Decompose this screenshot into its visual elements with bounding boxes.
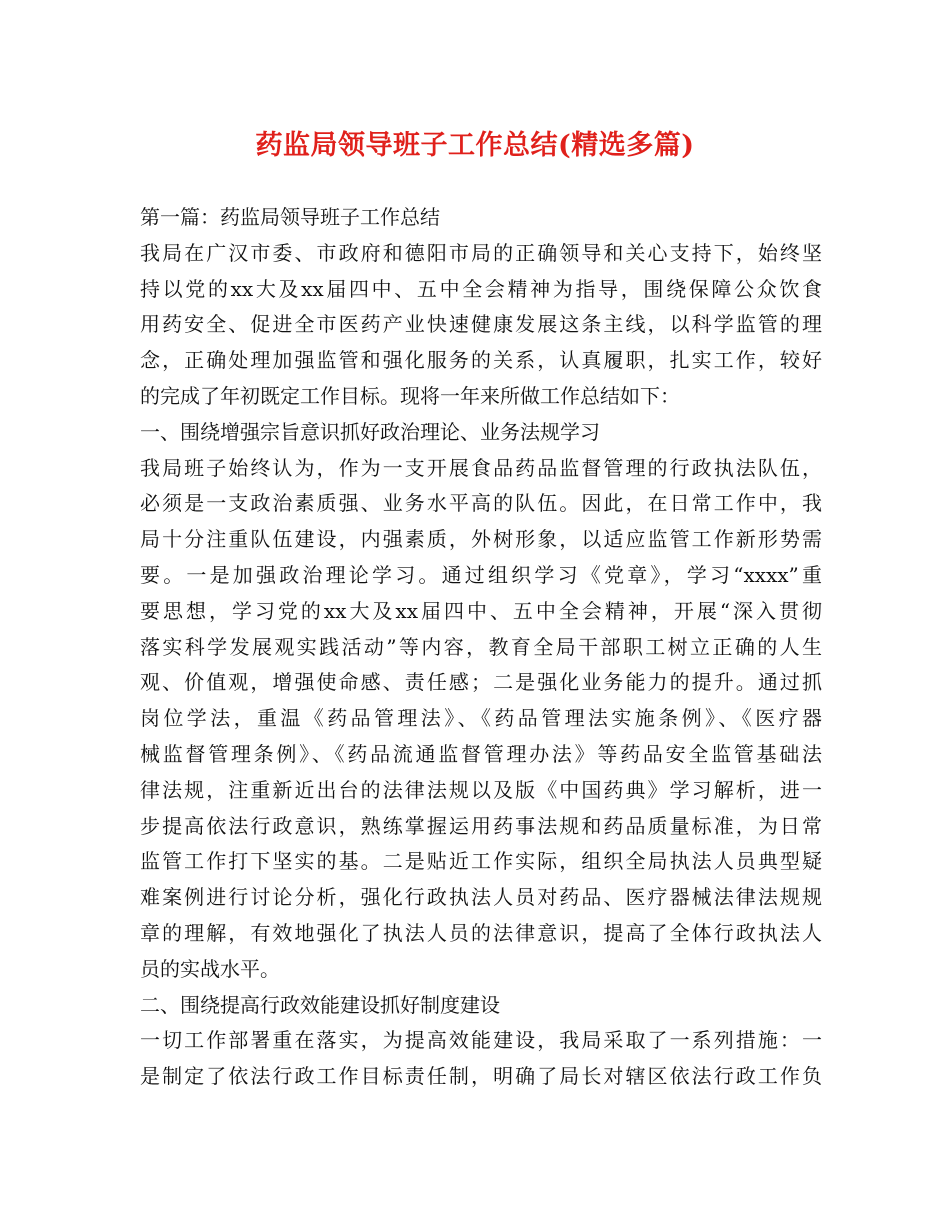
body-line: 第一篇：药监局领导班子工作总结 (140, 205, 440, 229)
body-line: 落实科学发展观实践活动”等内容，教育全局干部职工树立正确的人生 (140, 634, 822, 659)
body-line: 一切工作部署重在落实，为提高效能建设，我局采取了一系列措施：一 (140, 1028, 822, 1053)
body-line: 必须是一支政治素质强、业务水平高的队伍。因此，在日常工作中，我 (140, 491, 822, 516)
body-line: 监管工作打下坚实的基。二是贴近工作实际，组织全局执法人员典型疑 (140, 849, 822, 874)
body-line: 局十分注重队伍建设，内强素质，外树形象，以适应监管工作新形势需 (140, 527, 822, 552)
body-line: 用药安全、促进全市医药产业快速健康发展这条主线，以科学监管的理 (140, 312, 822, 337)
body-line: 械监督管理条例》、《药品流通监督管理办法》等药品安全监管基础法 (140, 741, 822, 766)
body-line: 持以党的xx大及xx届四中、五中全会精神为指导，围绕保障公众饮食 (140, 276, 822, 301)
body-line: 是制定了依法行政工作目标责任制，明确了局长对辖区依法行政工作负 (140, 1064, 822, 1089)
body-line: 念，正确处理加强监管和强化服务的关系，认真履职，扎实工作，较好 (140, 348, 822, 373)
body-line: 观、价值观，增强使命感、责任感；二是强化业务能力的提升。通过抓 (140, 670, 822, 695)
body-line: 一、围绕增强宗旨意识抓好政治理论、业务法规学习 (140, 419, 600, 444)
document-body (140, 200, 822, 1095)
body-line: 我局班子始终认为，作为一支开展食品药品监督管理的行政执法队伍， (140, 455, 822, 480)
document-title: 药监局领导班子工作总结(精选多篇) (255, 130, 695, 161)
body-line: 的完成了年初既定工作目标。现将一年来所做工作总结如下： (140, 383, 680, 408)
body-line: 二、围绕提高行政效能建设抓好制度建设 (140, 992, 500, 1017)
body-line: 要。一是加强政治理论学习。通过组织学习《党章》，学习“xxxx”重 (140, 562, 822, 587)
body-line: 我局在广汉市委、市政府和德阳市局的正确领导和关心支持下，始终坚 (140, 240, 822, 265)
body-line: 岗位学法，重温《药品管理法》、《药品管理法实施条例》、《医疗器 (140, 706, 822, 731)
body-line: 步提高依法行政意识，熟练掌握运用药事法规和药品质量标准，为日常 (140, 813, 822, 838)
body-line: 难案例进行讨论分析，强化行政执法人员对药品、医疗器械法律法规规 (140, 885, 822, 910)
body-line: 员的实战水平。 (140, 956, 280, 981)
body-line: 章的理解，有效地强化了执法人员的法律意识，提高了全体行政执法人 (140, 920, 822, 945)
body-line: 律法规，注重新近出台的法律法规以及版《中国药典》学习解析，进一 (140, 777, 822, 802)
body-line: 要思想，学习党的xx大及xx届四中、五中全会精神，开展“深入贯彻 (140, 598, 822, 623)
